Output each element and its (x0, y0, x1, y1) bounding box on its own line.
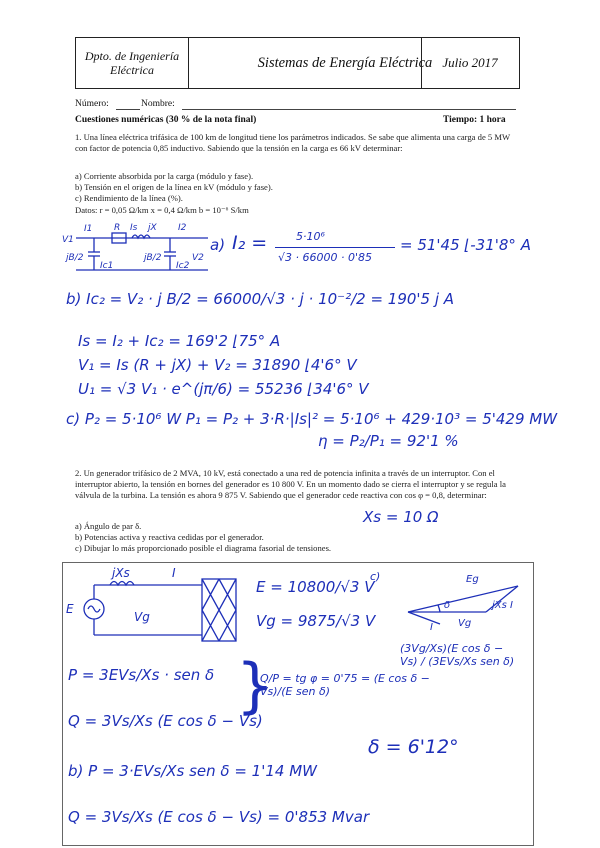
q1-a-label: a) (210, 236, 226, 254)
q2-e-eq: E = 10800/√3 V (256, 578, 375, 596)
dept-name: Dpto. de Ingeniería Eléctrica (76, 38, 189, 88)
numero-label: Número: (75, 99, 109, 109)
circ2-label: E (66, 602, 74, 616)
q2-b-q: Q = 3Vs/Xs (E cos δ − Vs) = 0'853 Mvar (68, 808, 370, 826)
phasor-label: Vg (458, 618, 472, 629)
circ1-label: V2 (192, 253, 204, 263)
phasor-label: jXs I (492, 600, 513, 611)
q2-p-eq: P = 3EVs/Xs · sen δ (68, 666, 215, 684)
nombre-line (182, 109, 516, 110)
q1-item-a: a) Corriente absorbida por la carga (módulo y fase). (75, 171, 254, 181)
q1-b-line1: b) Ic₂ = V₂ · j B/2 = 66000/√3 · j · 10⁻²/2 = 190'5 j A (66, 290, 455, 308)
q2-item-a: a) Ángulo de par δ. (75, 521, 142, 531)
phasor-label: Eg (466, 574, 479, 585)
q2-item-c: c) Dibujar lo más proporcionado posible el diagrama fasorial de tensiones. (75, 543, 332, 553)
circ1-label: R (114, 223, 121, 233)
exam-time: Tiempo: 1 hora (443, 115, 506, 125)
q1-data: Datos: r = 0,05 Ω/km x = 0,4 Ω/km b = 10⁻⁶ S/km (75, 205, 249, 215)
circ1-label: jB/2 (144, 253, 162, 263)
q2-q-eq: Q = 3Vs/Xs (E cos δ − Vs) (68, 712, 263, 730)
circ1-label: I2 (178, 223, 187, 233)
circ1-label: Is (130, 223, 138, 233)
q2-c-label: c) (370, 570, 381, 583)
q1-b-line3: V₁ = Is (R + jX) + V₂ = 31890 ⌊4'6° V (78, 356, 357, 374)
circ2-label: Vg (134, 610, 150, 624)
circ1-label: Ic2 (176, 261, 190, 271)
header-table (75, 37, 520, 89)
q1-item-b: b) Tensión en el origen de la línea en kV (módulo y fase). (75, 182, 273, 192)
phasor-label: δ (444, 600, 451, 611)
q1-a-fraction-bar (275, 247, 395, 248)
q2-phasor-diagram (400, 572, 530, 632)
q2-ratio-rhs: (3Vg/Xs)(E cos δ − Vs) / (3EVs/Xs sen δ) (400, 642, 515, 668)
q2-delta-result: δ = 6'12° (368, 736, 459, 758)
q2-item-b: b) Potencias activa y reactiva cedidas por el generador. (75, 532, 264, 542)
q2-statement: 2. Un generador trifásico de 2 MVA, 10 kV, está conectado a una red de potencia infinita a través de un interruptor. Con el interruptor abierto, la tensión en bornes del generador es 10 800 V. En un momento dado se cierra el interruptor y se regula la válvula de la turbina. La tensión es ahora 9 875 V. Sabiendo que el generador cede reactiva con cos φ = 0,8, determinar: (75, 468, 506, 500)
q1-circuit-diagram (62, 218, 222, 280)
q1-c-line2: η = P₂/P₁ = 92'1 % (318, 432, 459, 450)
q1-statement: 1. Una línea eléctrica trifásica de 100 km de longitud tiene los parámetros indicados. Se sabe que alimenta una carga de 5 MW con factor de potencia 0,85 inductivo. Sabiendo que la tensión en la carga es 66 kV determinar: (75, 132, 510, 153)
section-title: Cuestiones numéricas (30 % de la nota final) (75, 115, 257, 125)
circ1-label: V1 (62, 235, 74, 245)
circ1-label: jB/2 (66, 253, 84, 263)
q2-xs-note: Xs = 10 Ω (363, 508, 439, 526)
course-title: Sistemas de Energía Eléctrica (257, 54, 433, 71)
q1-a-lhs: I₂ = (232, 232, 268, 254)
q1-a-denominator: √3 · 66000 · 0'85 (278, 251, 372, 264)
q1-b-line2: Is = I₂ + Ic₂ = 169'2 ⌊75° A (78, 332, 281, 350)
q2-circuit-diagram (62, 565, 247, 653)
q2-brace: } (236, 651, 275, 721)
nombre-label: Nombre: (141, 99, 175, 109)
circ2-label: I (172, 566, 176, 580)
exam-date: Julio 2017 (421, 38, 518, 88)
q1-a-numerator: 5·10⁶ (296, 230, 325, 243)
q2-ratio-eq: Q/P = tg φ = 0'75 = (E cos δ − Vs)/(E sen δ) (260, 672, 430, 698)
q1-a-result: = 51'45 ⌊-31'8° A (400, 236, 531, 254)
numero-line (116, 109, 140, 110)
q2-b-p: b) P = 3·EVs/Xs sen δ = 1'14 MW (68, 762, 317, 780)
q1-c-line1: c) P₂ = 5·10⁶ W P₁ = P₂ + 3·R·|Is|² = 5·10⁶ + 429·10³ = 5'429 MW (66, 410, 558, 428)
circ1-label: jX (148, 223, 157, 233)
circ1-label: I1 (84, 224, 93, 234)
circ2-label: jXs (112, 566, 130, 580)
q1-item-c: c) Rendimiento de la línea (%). (75, 193, 183, 203)
circ1-label: Ic1 (100, 261, 114, 271)
phasor-label: I (430, 622, 433, 632)
q1-b-line4: U₁ = √3 V₁ · e^(jπ/6) = 55236 ⌊34'6° V (78, 380, 369, 398)
q2-vg-eq: Vg = 9875/√3 V (256, 612, 376, 630)
